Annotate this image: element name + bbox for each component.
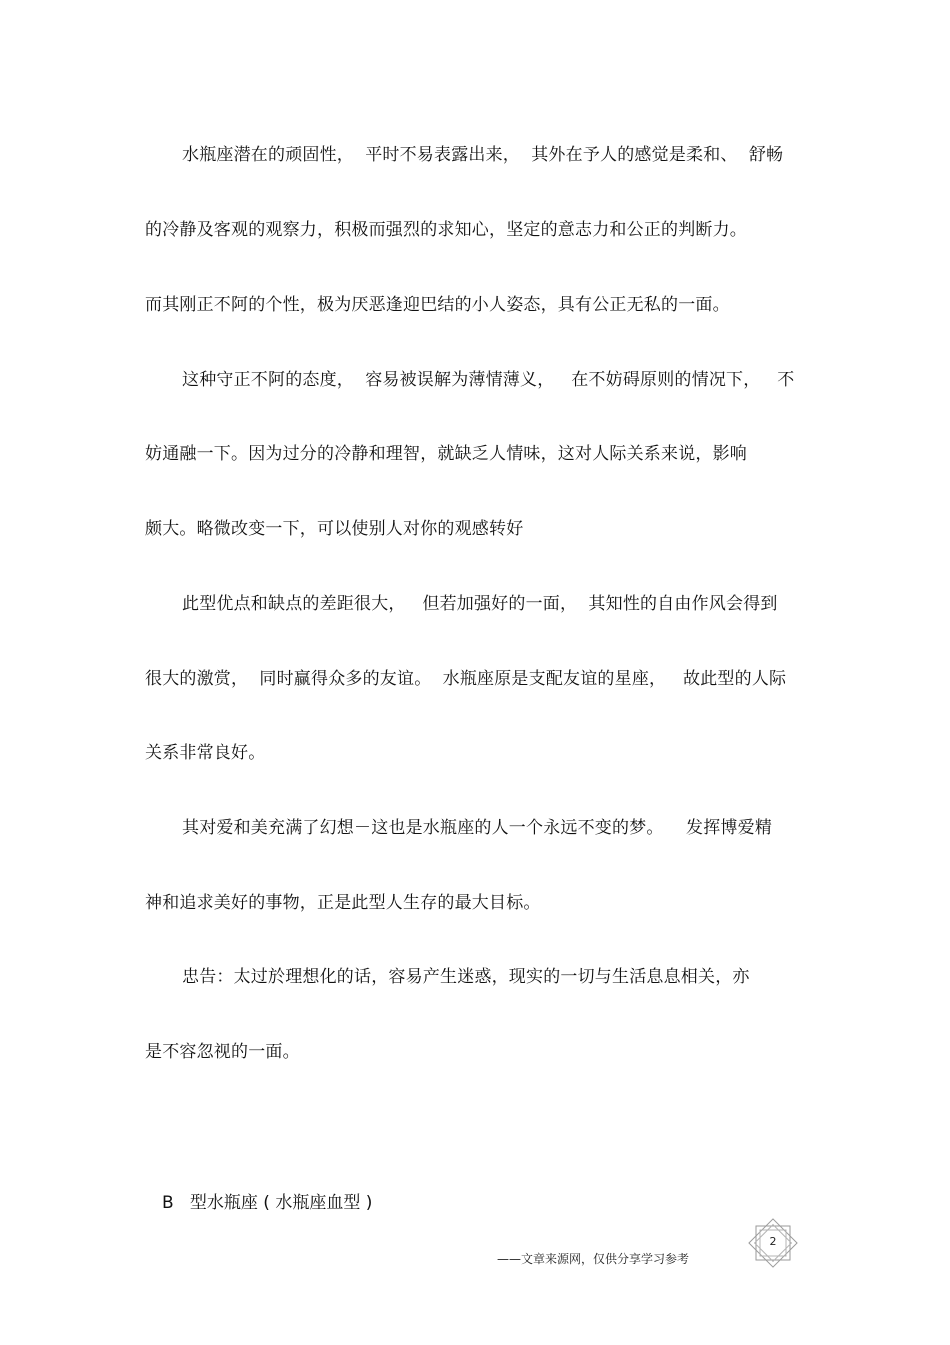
- paragraph-5-line-2: 是不容忽视的一面。: [145, 1042, 300, 1062]
- paragraph-3-line-1: 此型优点和缺点的差距很大， 但若加强好的一面， 其知性的自由作风会得到: [182, 594, 778, 614]
- paragraph-1-line-2: 的冷静及客观的观察力，积极而强烈的求知心，坚定的意志力和公正的判断力。: [145, 220, 747, 240]
- paragraph-4-line-2: 神和追求美好的事物，正是此型人生存的最大目标。: [145, 893, 541, 913]
- section-title: B 型水瓶座 ( 水瓶座血型 ): [162, 1193, 373, 1213]
- paragraph-2-line-3: 颇大。略微改变一下，可以使别人对你的观感转好: [145, 519, 524, 539]
- footer-source-text: ——文章来源网，仅供分享学习参考: [497, 1252, 690, 1266]
- paragraph-2-line-1: 这种守正不阿的态度， 容易被误解为薄情薄义， 在不妨碍原则的情况下， 不: [182, 370, 795, 390]
- paragraph-1-line-1: 水瓶座潜在的顽固性， 平时不易表露出来， 其外在予人的感觉是柔和、 舒畅: [182, 145, 784, 165]
- paragraph-3-line-3: 关系非常良好。: [145, 743, 266, 763]
- paragraph-2-line-2: 妨通融一下。因为过分的冷静和理智，就缺乏人情味，这对人际关系来说，影响: [145, 444, 747, 464]
- paragraph-1-line-3: 而其刚正不阿的个性，极为厌恶逢迎巴结的小人姿态，具有公正无私的一面。: [145, 295, 730, 315]
- page-number: 2: [769, 1235, 777, 1248]
- paragraph-4-line-1: 其对爱和美充满了幻想－这也是水瓶座的人一个永远不变的梦。 发挥博爱精: [182, 818, 773, 838]
- page-number-badge: [748, 1218, 798, 1268]
- paragraph-3-line-2: 很大的激赏， 同时赢得众多的友谊。 水瓶座原是支配友谊的星座， 故此型的人际: [145, 669, 787, 689]
- paragraph-5-line-1: 忠告：太过於理想化的话，容易产生迷惑，现实的一切与生活息息相关，亦: [182, 967, 750, 987]
